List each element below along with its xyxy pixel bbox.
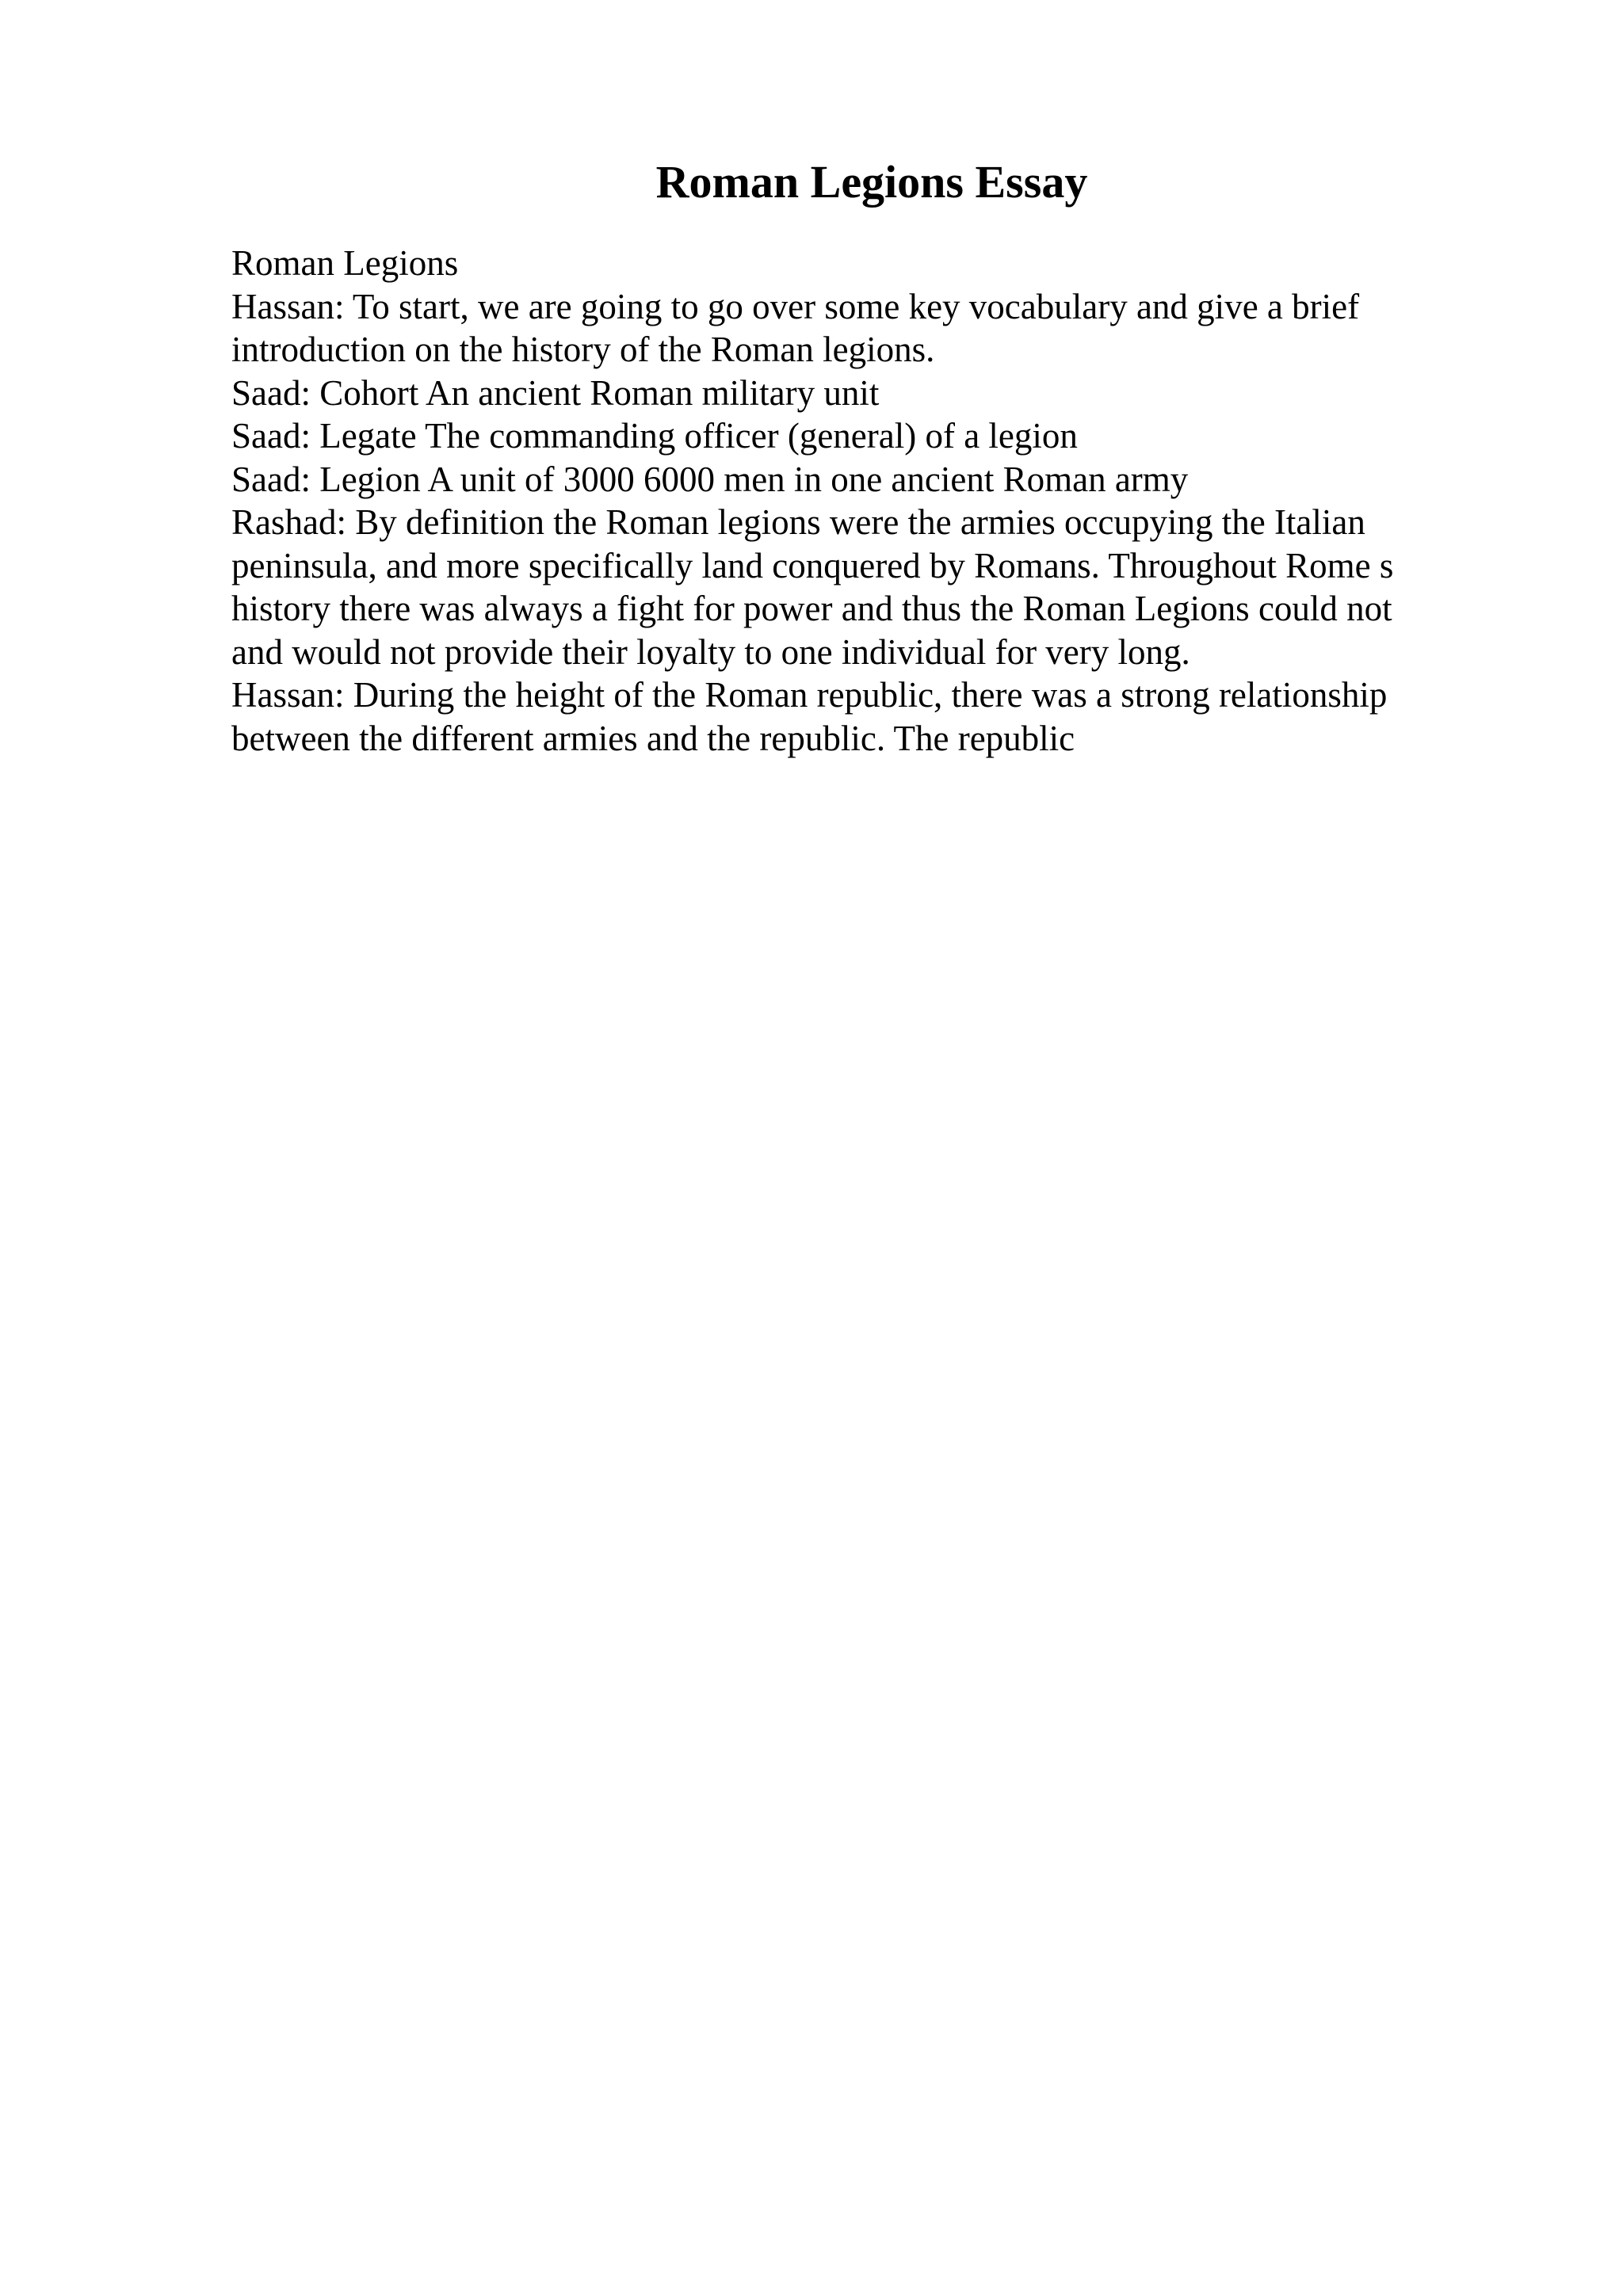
- body-line: between the different armies and the republic. The republic: [231, 718, 1075, 758]
- document-title: Roman Legions Essay: [655, 156, 1088, 208]
- body-line: Hassan: During the height of the Roman republic, there was a strong relationship: [231, 675, 1388, 715]
- body-line: Roman Legions: [231, 243, 459, 283]
- body-line: Hassan: To start, we are going to go over some key vocabulary and give a brief: [231, 286, 1360, 326]
- body-line: Rashad: By definition the Roman legions were the armies occupying the Italian: [231, 502, 1365, 542]
- document-body: [231, 242, 1531, 760]
- body-line: peninsula, and more specifically land conquered by Romans. Throughout Rome s: [231, 545, 1394, 585]
- body-line: history there was always a fight for power and thus the Roman Legions could not: [231, 589, 1392, 628]
- body-line: Saad: Legion A unit of 3000 6000 men in one ancient Roman army: [231, 459, 1189, 499]
- body-line: and would not provide their loyalty to one individual for very long.: [231, 631, 1190, 672]
- body-line: Saad: Legate The commanding officer (general) of a legion: [231, 416, 1078, 456]
- body-line: Saad: Cohort An ancient Roman military unit: [231, 372, 880, 413]
- body-line: introduction on the history of the Roman legions.: [231, 330, 935, 369]
